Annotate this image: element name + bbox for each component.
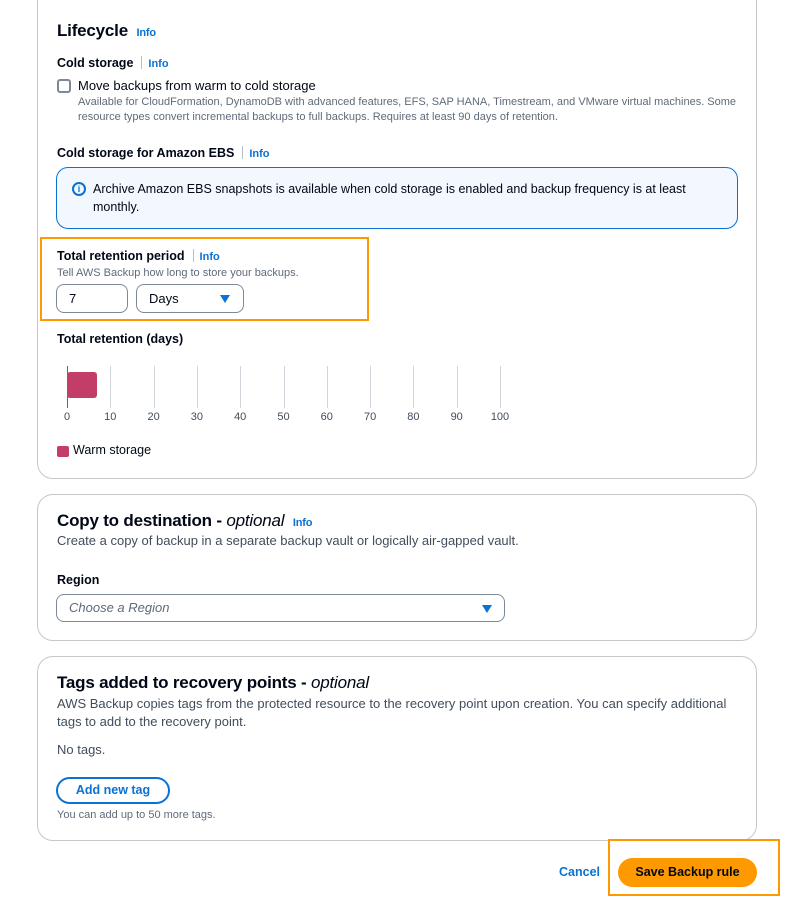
legend-swatch-warm	[57, 446, 69, 457]
copy-info-link[interactable]: Info	[292, 517, 313, 529]
tick-label-100: 100	[490, 411, 510, 423]
cancel-button[interactable]: Cancel	[559, 865, 600, 879]
tick-label-30: 30	[190, 411, 204, 423]
chart-title: Total retention (days)	[57, 332, 184, 346]
region-select[interactable]: Choose a Region	[56, 594, 505, 622]
tick-label-40: 40	[234, 411, 247, 423]
tick-label-70: 70	[363, 411, 377, 423]
cold-storage-ebs-heading: Cold storage for Amazon EBS Info	[57, 146, 270, 160]
retention-description: Tell AWS Backup how long to store your backups.	[57, 267, 299, 279]
tags-heading: Tags added to recovery points - optional	[57, 673, 369, 692]
cold-storage-description: Available for CloudFormation, DynamoDB with advanced features, EFS, SAP HANA, Timestream, and VMware virtual machines. Some resource types convert incremental backups to full backups. Requires at least 90 days of retention.	[78, 96, 737, 123]
cold-storage-checkbox[interactable]	[57, 79, 71, 93]
tick-label-90: 90	[450, 411, 463, 423]
no-tags-text: No tags.	[57, 742, 106, 757]
cold-storage-info-link[interactable]: Info	[148, 58, 169, 70]
lifecycle-heading: Lifecycle Info	[57, 21, 156, 40]
region-label: Region	[57, 573, 100, 587]
ebs-info-alert	[56, 167, 738, 229]
retention-unit-select[interactable]: Days	[136, 284, 244, 313]
add-new-tag-button[interactable]: Add new tag	[56, 777, 170, 804]
legend-label-warm: Warm storage	[73, 443, 152, 457]
tick-label-50: 50	[277, 411, 290, 423]
tick-label-0: 0	[63, 411, 71, 423]
retention-info-link[interactable]: Info	[199, 251, 220, 263]
copy-description: Create a copy of backup in a separate backup vault or logically air-gapped vault.	[57, 533, 519, 548]
copy-heading: Copy to destination - optional Info	[57, 511, 313, 530]
tick-label-60: 60	[320, 411, 333, 423]
chevron-down-icon	[220, 295, 230, 303]
cold-storage-checkbox-label[interactable]: Move backups from warm to cold storage	[78, 78, 316, 93]
tick-label-80: 80	[407, 411, 420, 423]
lifecycle-info-link[interactable]: Info	[136, 27, 156, 39]
tick-label-20: 20	[147, 411, 160, 423]
tick-label-10: 10	[104, 411, 117, 423]
ebs-alert-text: Archive Amazon EBS snapshots is available when cold storage is enabled and backup frequency is at least monthly.	[93, 182, 686, 214]
chevron-down-icon	[482, 605, 492, 613]
save-backup-rule-button[interactable]: Save Backup rule	[618, 858, 757, 887]
retention-heading: Total retention period Info	[57, 249, 220, 263]
cold-storage-ebs-info-link[interactable]: Info	[249, 148, 270, 160]
retention-value-input[interactable]: 7	[56, 284, 128, 313]
tags-description: AWS Backup copies tags from the protected resource to the recovery point upon creation. You can specify additional tags to add to the recovery point.	[57, 696, 727, 729]
tags-limit-note: You can add up to 50 more tags.	[57, 809, 216, 821]
info-circle-icon: i	[72, 182, 86, 196]
cold-storage-heading: Cold storage Info	[57, 56, 169, 70]
